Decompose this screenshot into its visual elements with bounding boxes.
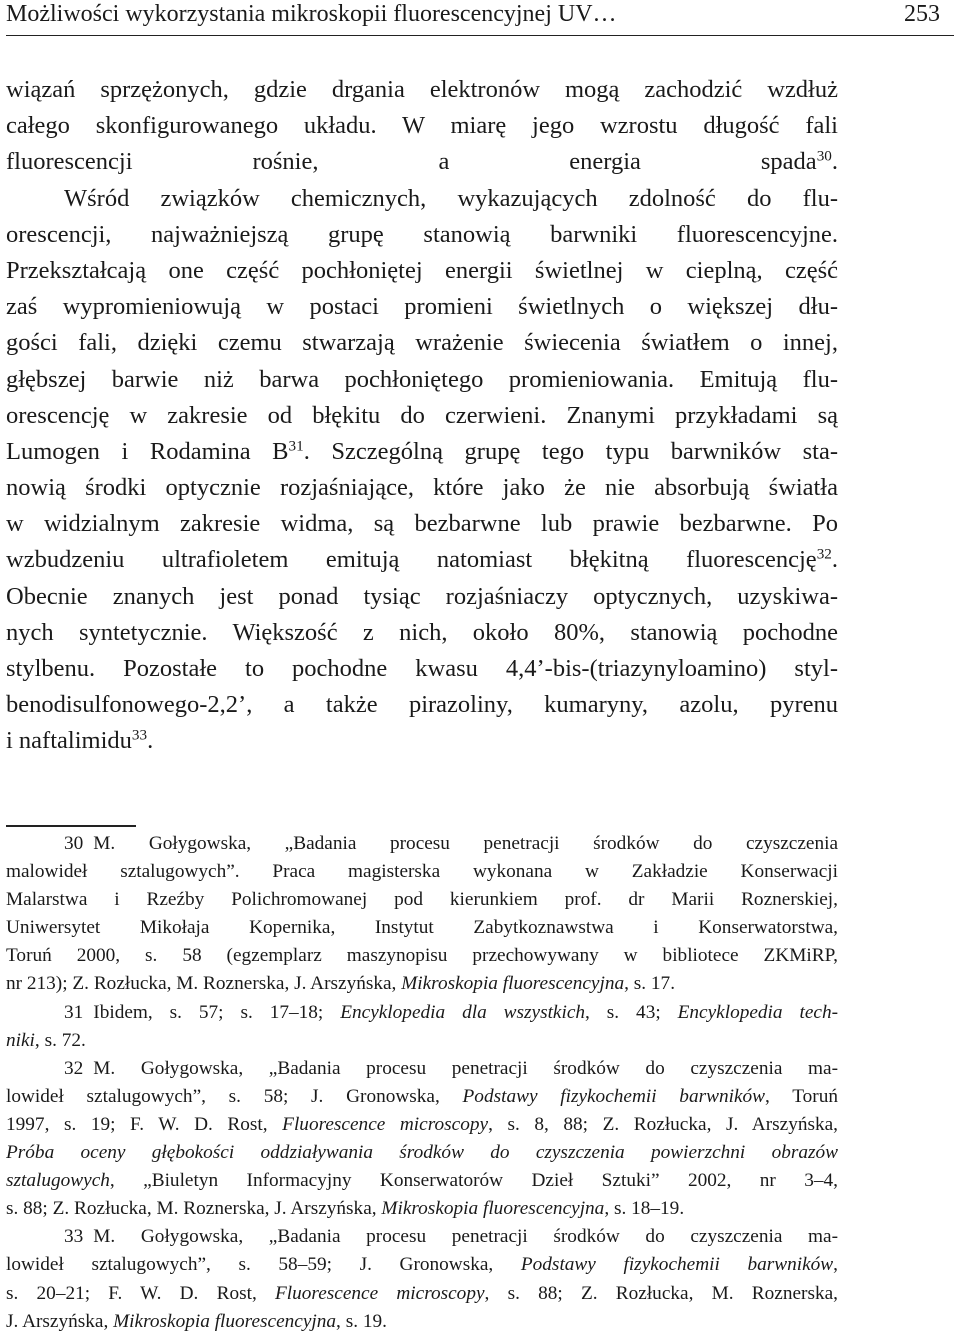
body-line: całego skonfigurowanego układu. W miarę jego wzrostu długość fali [6,112,838,140]
italic-title: Mikroskopia fluorescencyjna [401,973,625,995]
italic-title: Fluorescence microscopy [275,1282,485,1304]
footnote-text: 1997, s. 19; F. W. D. Rost, [6,1113,283,1135]
body-line: Wśród związków chemicznych, wykazujących zdolność do flu- [64,184,838,212]
italic-title: Próba oceny głębokości oddziaływania środków do czyszczenia powierzchni obrazów [6,1142,838,1164]
footnote-text: Toruń 2000, s. 58 (egzemplarz maszynopisu przechowywany w bibliotece ZKMiRP, [6,945,838,967]
footnote-ref: 30 [816,148,832,166]
italic-title: Encyklopedia dla wszystkich [340,1001,586,1023]
body-line: Obecnie znanych jest ponad tysiąc rozjaśniaczy optycznych, uzyskiwa- [6,582,838,610]
footnote-line [6,1280,838,1308]
footnote-text: M. Gołygowska, „Badania procesu penetracji środków do czyszczenia ma- [93,1057,838,1079]
footnotes [6,830,838,1336]
footnote-line [6,886,838,914]
footnote-text: nr 213); Z. Rozłucka, M. Roznerska, J. Arszyńska, [6,973,402,995]
footnote-separator [6,825,136,827]
body-text [6,72,838,760]
footnote-ref: 32 [816,546,832,564]
footnote-text: Ibidem, s. 57; s. 17–18; [93,1001,341,1023]
footnote-text: Uniwersytet Mikołaja Kopernika, Instytut Zabytkoznawstwa i Konserwatorstwa, [6,917,838,939]
footnote-text: s. 88; Z. Rozłucka, M. Roznerska, J. Arszyńska, [6,1198,382,1220]
body-line: benodisulfonowego-2,2’, a także pirazoliny, kumaryny, azolu, pyrenu [6,691,838,719]
footnote-line [6,1027,838,1055]
footnote-line [6,942,838,970]
italic-title: Mikroskopia fluorescencyjna [381,1198,605,1220]
footnote-number: 33 [64,1226,84,1248]
body-line: fluorescencji rośnie, a energia spada$^{30}$. [6,148,838,176]
italic-title: Podstawy fizykochemii barwników [520,1254,834,1276]
footnote-line [6,914,838,942]
footnote-number: 30 [64,833,84,854]
footnote-line [6,970,838,998]
footnote-text: , [833,1254,838,1276]
italic-title: sztalugowych [6,1170,110,1192]
footnote-text: , s. 72. [34,1029,86,1051]
body-line: nych syntetycznie. Większość z nich, około 80%, stanowią pochodne [6,618,838,646]
footnote-text: , s. 18–19. [604,1198,685,1220]
footnote-text: , s. 8, 88; Z. Rozłucka, J. Arszyńska, [488,1113,838,1135]
italic-title: Fluorescence microscopy [282,1113,489,1135]
footnote-text: , s. 19. [336,1310,387,1332]
italic-title: niki [6,1029,35,1051]
footnote-line [6,999,838,1027]
running-head-title: Możliwości wykorzystania mikroskopii fluorescencyjnej UV… [6,1,617,27]
footnote-text: , s. 17. [624,973,676,995]
footnote-line [6,1083,838,1111]
footnote-text: lowideł sztalugowych”, s. 58–59; J. Gronowska, [6,1254,521,1276]
running-head [6,0,954,34]
footnote-line [6,1055,838,1083]
footnote-text: M. Gołygowska, „Badania procesu penetracji środków do czyszczenia ma- [93,1226,838,1248]
footnote-text: J. Arszyńska, [6,1310,114,1332]
italic-title: Podstawy fizykochemii barwników [462,1085,766,1107]
footnote-ref: 31 [288,437,304,455]
body-line: w widzialnym zakresie widma, są bezbarwne lub prawie bezbarwne. Po [6,510,838,538]
footnote-line [6,1195,838,1223]
footnote-text: , „Biuletyn Informacyjny Konserwatorów Dzieł Sztuki” 2002, nr 3–4, [109,1170,838,1192]
body-line: orescencję w zakresie od błękitu do czerwieni. Znanymi przykładami są [6,401,838,429]
body-line: nowią środki optycznie rozjaśniające, które jako że nie absorbują światła [6,474,838,502]
footnote-line [6,1139,838,1167]
italic-title: Encyklopedia tech- [677,1001,838,1023]
footnote-number: 31 [64,1001,84,1023]
footnote-text: M. Gołygowska, „Badania procesu penetracji środków do czyszczenia [93,833,838,854]
footnote-line [6,1223,838,1251]
footnote-ref: 33 [131,727,148,745]
body-line: Lumogen i Rodamina $B^{31}$. Szczególną grupę tego typu barwników sta- [6,437,838,465]
body-line: Przekształcają one część pochłoniętej energii świetlnej w cieplną, część [6,256,838,284]
footnote-text: , s. 88; Z. Rozłucka, M. Roznerska, [484,1282,838,1304]
footnote-text: , Toruń [765,1085,838,1107]
footnote-line [6,1251,838,1279]
footnote-text: s. 20–21; F. W. D. Rost, [6,1282,275,1304]
body-line: orescencji, najważniejszą grupę stanowią barwniki fluorescencyjne. [6,220,838,248]
footnote-line [6,1308,838,1336]
footnote-line [6,1167,838,1195]
footnote-text: malowideł sztalugowych”. Praca magisterska wykonana w Zakładzie Konserwacji [6,861,838,883]
footnote-text: lowideł sztalugowych”, s. 58; J. Gronowska, [6,1085,463,1107]
page-number: 253 [904,1,940,27]
italic-title: Mikroskopia fluorescencyjna [113,1310,337,1332]
body-line: głębszej barwie niż barwa pochłoniętego promieniowania. Emitują flu- [6,365,838,393]
body-line: gości fali, dzięki czemu stwarzają wrażenie świecenia światłem o innej, [6,329,838,357]
body-line: wzbudzeniu ultrafioletem emitują natomiast błękitną fluorescencję$^{32}$. [6,546,838,574]
body-line: stylbenu. Pozostałe to pochodne kwasu 4,4’-bis-(triazynyloamino) styl- [6,655,838,682]
body-line: wiązań sprzężonych, gdzie drgania elektronów mogą zachodzić wzdłuż [6,76,838,103]
footnote-text: Malarstwa i Rzeźby Polichromowanej pod kierunkiem prof. dr Marii Roznerskiej, [6,889,838,911]
body-line: zaś wypromieniowują w postaci promieni świetlnych o większej dłu- [6,293,838,321]
body-line: i naftalimidu$^{33}$. [6,727,154,755]
header-rule [6,35,954,36]
footnote-text: , s. 43; [585,1001,678,1023]
footnote-number: 32 [64,1057,84,1079]
footnote-line [6,1111,838,1139]
footnote-line [6,858,838,886]
footnote-line [6,830,838,858]
